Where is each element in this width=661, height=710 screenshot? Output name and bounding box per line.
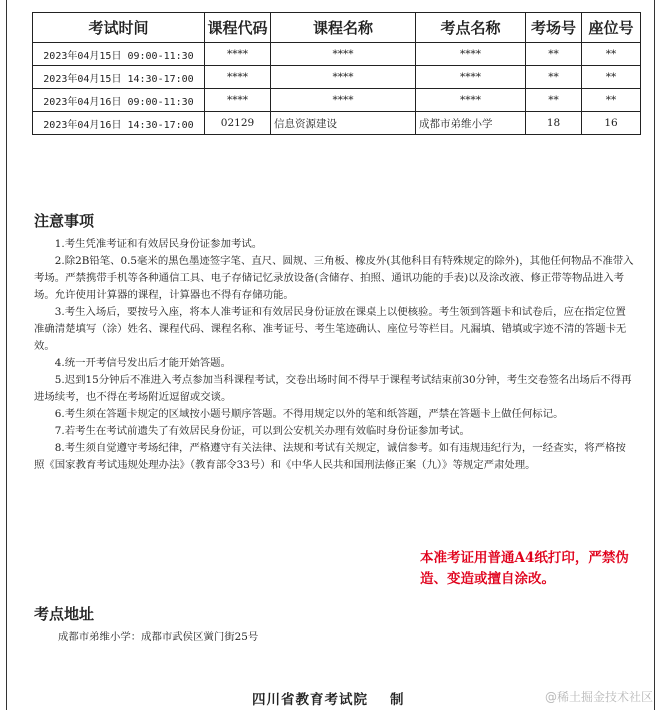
cell-seat-number: ** — [582, 89, 641, 112]
address-heading: 考点地址 — [34, 605, 95, 623]
exam-schedule-table — [32, 12, 641, 135]
cell-exam-time: 2023年04月15日 14:30-17:00 — [33, 66, 205, 89]
table-header-row — [33, 13, 641, 43]
issuer-name: 四川省教育考试院 — [252, 692, 368, 708]
venue-address: 成都市弟维小学：成都市武侯区黉门街25号 — [58, 631, 259, 643]
cell-venue-name: **** — [416, 89, 526, 112]
cell-course-name: 信息资源建设 — [271, 112, 416, 135]
cell-venue-name: 成都市弟维小学 — [416, 112, 526, 135]
note-item: 5.迟到15分钟后不准进入考点参加当科课程考试，交卷出场时间不得早于课程考试结束前30分钟，考生交卷签名出场后不得再进场续考，也不得在考场附近逗留或交谈。 — [34, 374, 632, 403]
note-item: 6.考生须在答题卡规定的区域按小题号顺序答题。不得用规定以外的笔和纸答题，严禁在答题卡上做任何标记。 — [54, 408, 564, 420]
table-row — [33, 66, 641, 89]
issuer-suffix: 制 — [390, 692, 405, 708]
cell-seat-number: ** — [582, 66, 641, 89]
issuer-footer — [252, 688, 405, 708]
table-row — [33, 112, 641, 135]
cell-course-code: **** — [205, 66, 271, 89]
cell-course-name: **** — [271, 43, 416, 66]
header-venue-name: 考点名称 — [416, 13, 526, 43]
watermark: @稀土掘金技术社区 — [544, 690, 653, 704]
table-row — [33, 43, 641, 66]
cell-exam-time: 2023年04月16日 14:30-17:00 — [33, 112, 205, 135]
cell-room-number: ** — [526, 66, 582, 89]
cell-course-code: **** — [205, 89, 271, 112]
cell-venue-name: **** — [416, 66, 526, 89]
note-item: 1.考生凭准考证和有效居民身份证参加考试。 — [54, 238, 263, 250]
header-room-number: 考场号 — [526, 13, 582, 43]
cell-seat-number: ** — [582, 43, 641, 66]
cell-course-code: 02129 — [205, 112, 271, 135]
table-row — [33, 89, 641, 112]
cell-room-number: ** — [526, 89, 582, 112]
header-course-code: 课程代码 — [205, 13, 271, 43]
cell-course-name: **** — [271, 89, 416, 112]
cell-exam-time: 2023年04月15日 09:00-11:30 — [33, 43, 205, 66]
cell-seat-number: 16 — [582, 112, 641, 135]
header-seat-number: 座位号 — [582, 13, 641, 43]
notes-list — [34, 236, 636, 474]
header-course-name: 课程名称 — [271, 13, 416, 43]
notes-heading: 注意事项 — [34, 212, 95, 230]
print-warning: 本准考证用普通A4纸打印，严禁伪造、变造或擅自涂改。 — [420, 550, 629, 587]
note-item: 2.除2B铅笔、0.5毫米的黑色墨迹签字笔、直尺、圆规、三角板、橡皮外(其他科目有特殊规定的除外)，其他任何物品不准带入考场。严禁携带手机等各种通信工具、电子存储记忆录放设备(含储存、拍照、通讯功能的手表)以及涂改液、修正带等物品进入考场。允许使用计算器的课程，计算器也不得有存储功能。 — [34, 255, 634, 301]
cell-room-number: 18 — [526, 112, 582, 135]
note-item: 7.若考生在考试前遗失了有效居民身份证，可以到公安机关办理有效临时身份证参加考试。 — [54, 425, 470, 437]
header-exam-time: 考试时间 — [33, 13, 205, 43]
note-item: 4.统一开考信号发出后才能开始答题。 — [54, 357, 231, 369]
cell-course-name: **** — [271, 66, 416, 89]
cell-exam-time: 2023年04月16日 09:00-11:30 — [33, 89, 205, 112]
note-item: 3.考生入场后，要按号入座，将本人准考证和有效居民身份证放在课桌上以便核验。考生领到答题卡和试卷后，应在指定位置准确清楚填写（涂）姓名、课程代码、课程名称、准考证号、考生笔迹确认、座位号等栏目。凡漏填、错填或字迹不清的答题卡无效。 — [34, 306, 627, 352]
cell-venue-name: **** — [416, 43, 526, 66]
cell-course-code: **** — [205, 43, 271, 66]
note-item: 8.考生须自觉遵守考场纪律，严格遵守有关法律、法规和考试有关规定，诚信参考。如有违规违纪行为，一经查实，将严格按照《国家教育考试违规处理办法》（教育部令33号）和《中华人民共和国刑法修正案（九）》等规定严肃处理。 — [34, 442, 626, 471]
cell-room-number: ** — [526, 43, 582, 66]
